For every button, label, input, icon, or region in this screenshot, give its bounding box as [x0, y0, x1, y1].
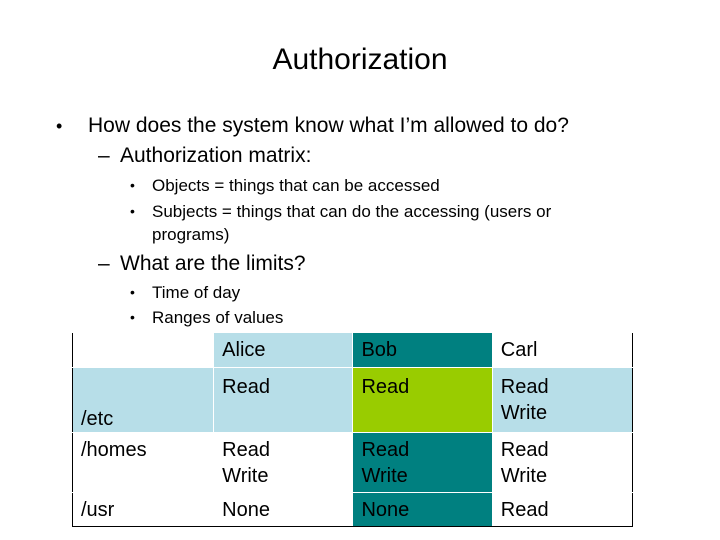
subbullet-text: What are the limits?: [120, 252, 306, 275]
table-header-row: [73, 333, 633, 367]
bullet-marker: •: [130, 309, 135, 325]
subbullet-limits: [98, 250, 306, 278]
dash-marker: –: [98, 252, 110, 275]
subject-header-alice: Alice: [214, 333, 353, 367]
corner-cell: [73, 333, 214, 367]
bullet-marker: •: [56, 116, 63, 136]
table-row: [73, 367, 633, 432]
subject-header-carl: Carl: [492, 333, 632, 367]
item-text: Ranges of values: [152, 308, 284, 327]
item-objects: [130, 174, 632, 197]
subject-header-bob: Bob: [353, 333, 492, 367]
permission-cell: Read: [492, 492, 632, 526]
permission-cell: None: [214, 492, 353, 526]
bullet-text: How does the system know what I’m allowed to do?: [88, 114, 569, 137]
permission-cell: Read Write: [353, 432, 492, 492]
bullet-marker: •: [130, 177, 135, 193]
item-subjects: [130, 200, 632, 246]
item-text: Time of day: [152, 283, 241, 302]
subbullet-authorization-matrix: [98, 142, 311, 170]
item-ranges: [130, 306, 632, 329]
item-text: Objects = things that can be accessed: [152, 176, 440, 195]
dash-marker: –: [98, 144, 110, 167]
item-time-of-day: [130, 281, 632, 304]
permission-cell: None: [353, 492, 492, 526]
permission-cell: Read Write: [492, 367, 632, 432]
object-cell: /homes: [73, 432, 214, 492]
object-cell: /etc: [73, 367, 214, 432]
object-cell: /usr: [73, 492, 214, 526]
permission-cell: Read: [353, 367, 492, 432]
table-row: [73, 492, 633, 526]
permission-cell: Read Write: [214, 432, 353, 492]
item-text: Subjects = things that can do the accessing (users or programs): [152, 202, 552, 244]
page-title: Authorization: [272, 43, 448, 76]
permission-cell: Read: [214, 367, 353, 432]
bullet-question: [56, 112, 569, 140]
authorization-matrix-table: [72, 333, 633, 527]
bullet-marker: •: [130, 203, 135, 219]
permission-cell: Read Write: [492, 432, 632, 492]
bullet-marker: •: [130, 284, 135, 300]
subbullet-text: Authorization matrix:: [120, 144, 312, 167]
table-row: [73, 432, 633, 492]
